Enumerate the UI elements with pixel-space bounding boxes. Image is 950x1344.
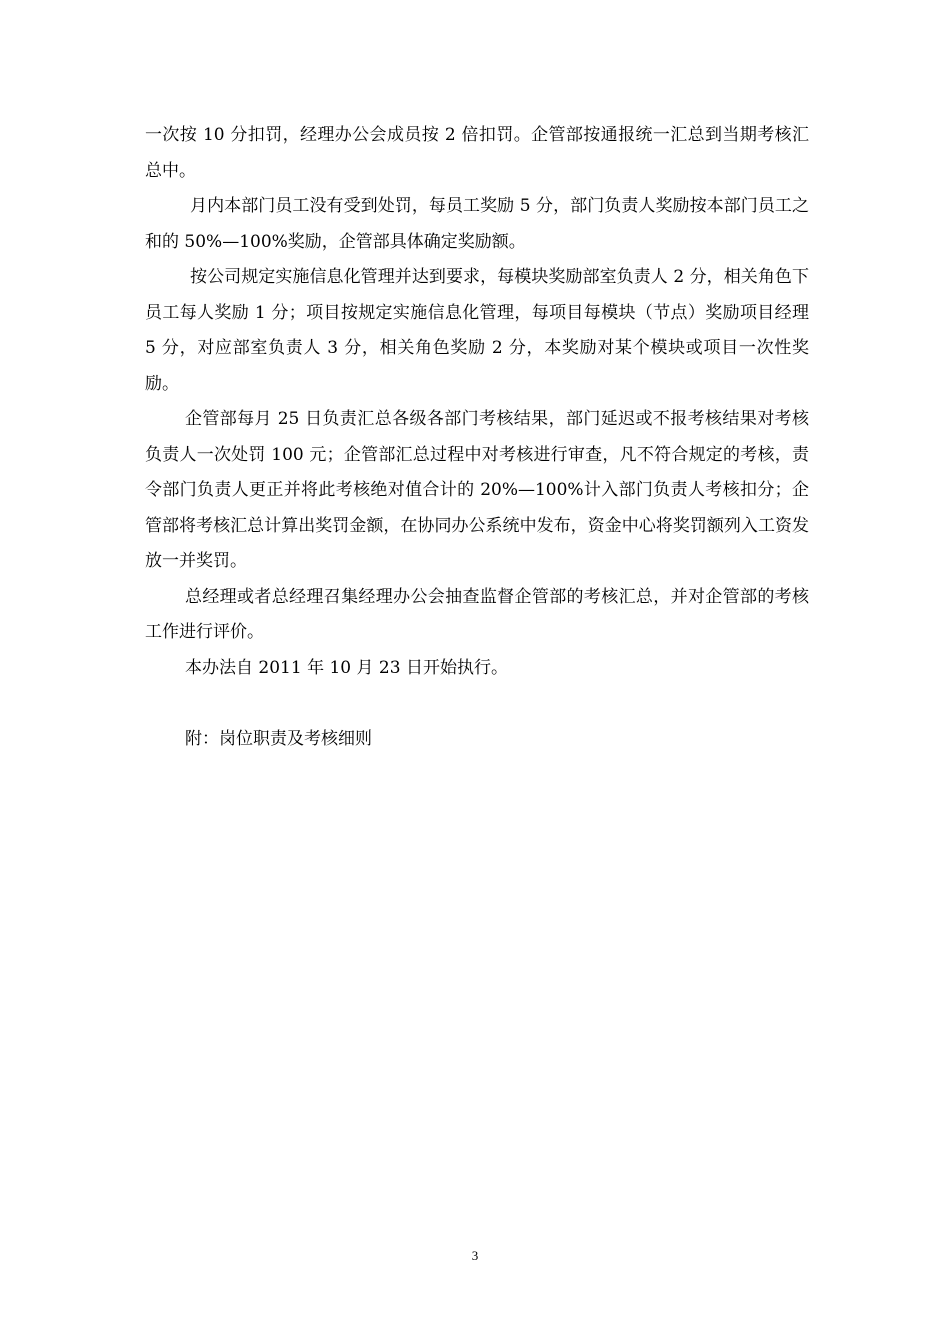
paragraph-penalty-continuation: 一次按 10 分扣罚，经理办公会成员按 2 倍扣罚。企管部按通报统一汇总到当期考核汇总中。 [145, 125, 809, 181]
page-number: 3 [471, 1248, 479, 1263]
paragraph-informatization-reward: 按公司规定实施信息化管理并达到要求，每模块奖励部室负责人 2 分，相关角色下员工每人奖励 1 分；项目按规定实施信息化管理，每项目每模块（节点）奖励项目经理 5 分，对应部室负责人 3 分，相关角色奖励 2 分，本奖励对某个模块或项目一次性奖励。 [145, 267, 809, 394]
paragraph-general-manager-review: 总经理或者总经理召集经理办公会抽查监督企管部的考核汇总，并对企管部的考核工作进行评价。 [145, 586, 809, 642]
paragraph-no-penalty-reward: 月内本部门员工没有受到处罚，每员工奖励 5 分，部门负责人奖励按本部门员工之和的 50%—100%奖励，企管部具体确定奖励额。 [145, 196, 809, 252]
paragraph-monthly-summary: 企管部每月 25 日负责汇总各级各部门考核结果，部门延迟或不报考核结果对考核负责人一次处罚 100 元；企管部汇总过程中对考核进行审查，凡不符合规定的考核，责令部门负责人更正并将此考核绝对值合计的 20%—100%计入部门负责人考核扣分；企管部将考核汇总计算出奖罚金额，在协同办公系统中发布，资金中心将奖罚额列入工资发放一并奖罚。 [145, 409, 809, 571]
paragraph-effective-date: 本办法自 2011 年 10 月 23 日开始执行。 [185, 657, 508, 678]
document-body [145, 118, 809, 758]
attachment-note: 附：岗位职责及考核细则 [185, 729, 372, 749]
